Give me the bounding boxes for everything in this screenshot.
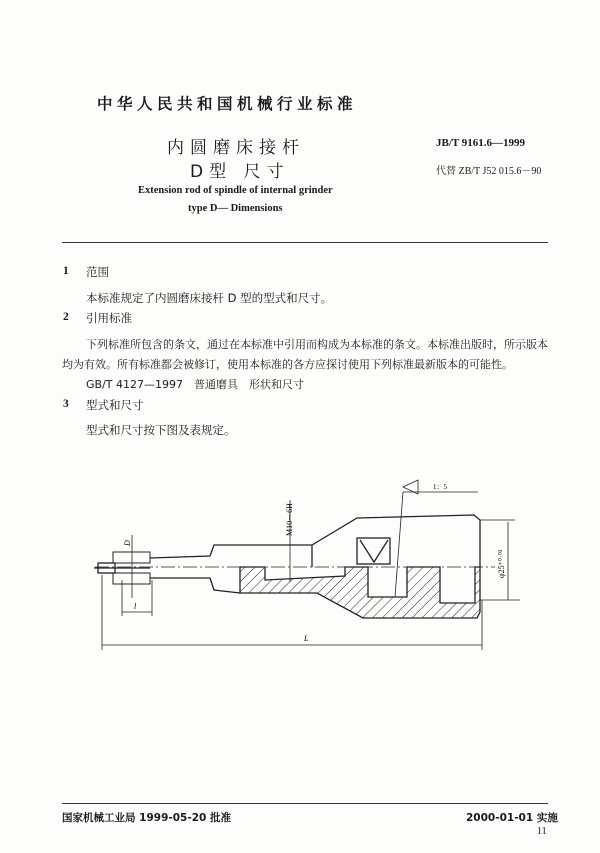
- dim-l-label: l: [134, 602, 137, 611]
- paragraph: 下列标准所包含的条文，通过在本标准中引用而构成为本标准的条文。本标准出版时，所示版本: [86, 338, 548, 351]
- grinding-wheel-bottom: [113, 573, 150, 584]
- title-en-line1: Extension rod of spindle of internal grinder: [138, 185, 333, 196]
- paragraph: 本标准规定了内圆磨床接杆 D 型的型式和尺寸。: [86, 291, 333, 305]
- rod-section-hatched: [240, 567, 480, 618]
- title-en-line2: type D— Dimensions: [188, 203, 283, 214]
- approval-info: 国家机械工业局 1999-05-20 批准: [62, 812, 231, 824]
- section-title: 引用标准: [86, 311, 132, 325]
- diameter-label: φ25⁺⁰·⁰³: [497, 549, 506, 578]
- standard-code: JB/T 9161.6—1999: [436, 137, 526, 149]
- paragraph: 均为有效。所有标准都会被修订，使用本标准的各方应探讨使用下列标准最新版本的可能性。: [62, 358, 513, 371]
- footer-divider: [62, 803, 548, 804]
- org-standard-heading: 中华人民共和国机械行业标准: [97, 95, 358, 113]
- paragraph: 型式和尺寸按下图及表规定。: [86, 423, 236, 437]
- taper-label: 1：5: [433, 483, 447, 491]
- section-title: 型式和尺寸: [86, 398, 144, 412]
- rod-outline-top: [150, 515, 480, 567]
- page-number: 11: [537, 826, 547, 837]
- grinding-wheel-top: [113, 552, 150, 563]
- section-number: 2: [63, 311, 69, 323]
- title-cn-line1: 内圆磨床接杆: [167, 138, 305, 158]
- thread-label: M10－6H: [285, 503, 294, 536]
- dim-L-label: L: [304, 634, 309, 643]
- replaces-standard: 代替 ZB/T J52 015.6－90: [436, 166, 542, 177]
- section-number: 3: [63, 398, 69, 410]
- rod-outline-bottom: [210, 578, 240, 593]
- section-title: 范围: [86, 265, 109, 279]
- implementation-date: 2000-01-01 实施: [466, 812, 558, 824]
- dim-D-label: D: [123, 540, 132, 546]
- title-cn-line2: D型 尺寸: [190, 162, 290, 182]
- taper-leader: [395, 492, 403, 597]
- reference-standard: GB/T 4127—1997 普通磨具 形状和尺寸: [86, 378, 304, 391]
- section-number: 1: [63, 265, 69, 277]
